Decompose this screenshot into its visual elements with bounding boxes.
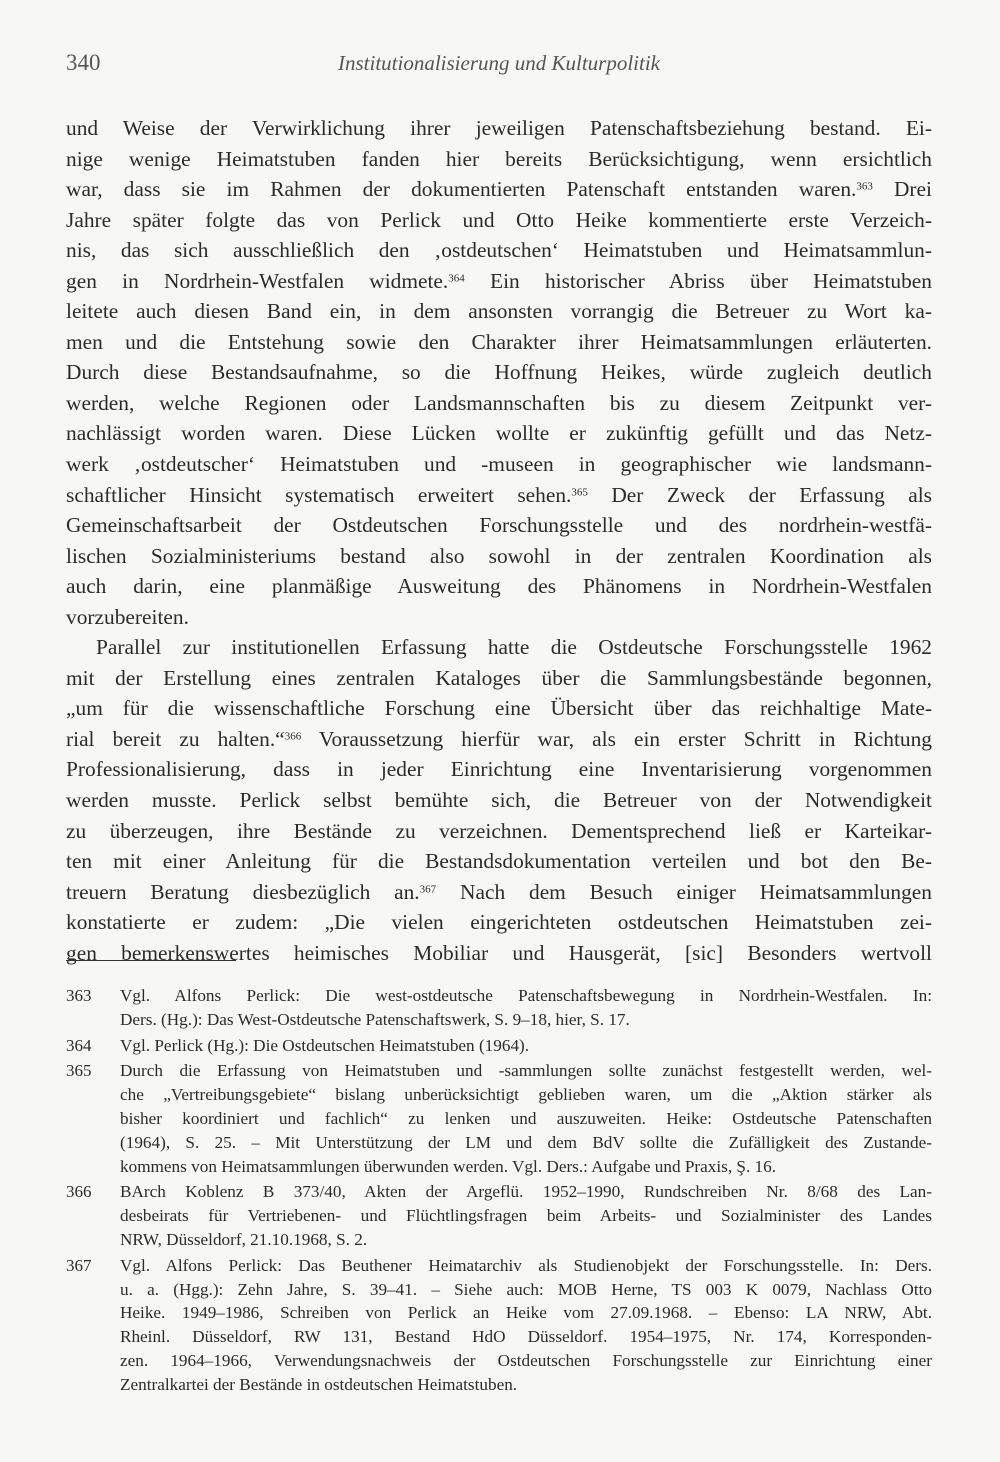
- footnote-number: 365: [66, 1061, 92, 1081]
- body-line-text: „um für die wissenschaftliche Forschung eine Übersicht über das reichhaltige Mate-: [66, 696, 932, 721]
- footnote-line: Zentralkartei der Bestände in ostdeutschen Heimatstuben.: [120, 1374, 518, 1394]
- body-line-text: nachlässigt worden waren. Diese Lücken wollte er zukünftig gefüllt und das Netz-: [66, 421, 932, 446]
- body-line: [66, 510, 932, 541]
- body-line: [66, 907, 932, 938]
- footnote-number: 366: [66, 1182, 92, 1202]
- body-line-text: lischen Sozialministeriums bestand also sowohl in der zentralen Koordination als: [66, 543, 932, 568]
- footnote: [66, 984, 932, 1032]
- page-header: [66, 50, 932, 82]
- footnote-line: Vgl. Alfons Perlick: Die west-ostdeutsche Patenschaftsbewegung in Nordrhein-Westfalen. In:: [120, 986, 932, 1005]
- body-line: [66, 388, 932, 419]
- running-title: Institutionalisierung und Kulturpolitik: [337, 51, 660, 75]
- body-line-text: nis, das sich ausschließlich den ‚ostdeutschen‘ Heimatstuben und Heimatsammlun-: [66, 238, 932, 263]
- body-line-text: werk ‚ostdeutscher‘ Heimatstuben und -museen in geographischer wie landsmann-: [66, 452, 932, 477]
- body-line: [66, 602, 932, 633]
- body-line: [66, 846, 932, 877]
- footnote-line: Ders. (Hg.): Das West-Ostdeutsche Patenschaftswerk, S. 9–18, hier, S. 17.: [120, 1009, 630, 1029]
- body-line: [66, 693, 932, 724]
- body-line-text: gen bemerkenswertes heimisches Mobiliar und Hausgerät, [sic] Besonders wertvoll: [66, 940, 932, 965]
- footnote-line: Vgl. Alfons Perlick: Das Beuthener Heimatarchiv als Studienobjekt der Forschungsstelle. In: Ders.: [120, 1255, 932, 1275]
- body-line: [66, 541, 932, 572]
- body-line: [66, 754, 932, 785]
- body-line-text: ten mit einer Anleitung für die Bestandsdokumentation verteilen und bot den Be-: [66, 849, 932, 874]
- body-line: [66, 113, 932, 144]
- body-line-text: auch darin, eine planmäßige Ausweitung des Phänomens in Nordrhein-Westfalen: [66, 574, 932, 599]
- footnote: [66, 1254, 932, 1397]
- body-line: [66, 174, 932, 205]
- footnote-line: Heike. 1949–1986, Schreiben von Perlick an Heike vom 27.09.1968. – Ebenso: LA NRW, Abt.: [120, 1303, 932, 1323]
- footnote-line: (1964), S. 25. – Mit Unterstützung der LM und dem BdV sollte die Zufälligkeit des Zustande-: [120, 1132, 932, 1152]
- footnote-line: u. a. (Hgg.): Zehn Jahre, S. 39–41. – Siehe auch: MOB Herne, TS 003 K 0079, Nachlass Otto: [120, 1279, 932, 1299]
- body-line: [66, 144, 932, 175]
- footnote-reference[interactable]: 364: [448, 272, 465, 285]
- footnote: [66, 1034, 932, 1058]
- footnote-line: Vgl. Perlick (Hg.): Die Ostdeutschen Heimatstuben (1964).: [120, 1035, 530, 1055]
- body-line-text: Durch diese Bestandsaufnahme, so die Hoffnung Heikes, würde zugleich deutlich: [66, 360, 932, 385]
- body-line-text: Drei: [872, 177, 932, 202]
- body-line-text: leitete auch diesen Band ein, in dem ansonsten vorrangig die Betreuer zu Wort ka-: [66, 299, 932, 324]
- body-line-text: Parallel zur institutionellen Erfassung hatte die Ostdeutsche Forschungsstelle 1962: [96, 635, 932, 660]
- body-line-text: vorzubereiten.: [66, 604, 189, 629]
- footnote-line: zen. 1964–1966, Verwendungsnachweis der Ostdeutschen Forschungsstelle zur Einrichtung einer: [120, 1350, 932, 1370]
- footnote-number: 364: [66, 1035, 92, 1055]
- body-line: [66, 205, 932, 236]
- body-line: [66, 418, 932, 449]
- footnote-line: Rheinl. Düsseldorf, RW 131, Bestand HdO Düsseldorf. 1954–1975, Nr. 174, Korresponden-: [120, 1327, 932, 1347]
- body-line-text: Der Zweck der Erfassung als: [587, 482, 933, 507]
- footnote-line: Durch die Erfassung von Heimatstuben und -sammlungen sollte zunächst festgestellt werden, wel-: [120, 1061, 932, 1081]
- body-line-text: Professionalisierung, dass in jeder Einrichtung eine Inventarisierung vorgenommen: [66, 757, 932, 782]
- body-line: [66, 327, 932, 358]
- body-line: [66, 724, 932, 755]
- body-line: [66, 235, 932, 266]
- footnote: [66, 1059, 932, 1178]
- body-line: [66, 877, 932, 908]
- footnote-number: 363: [66, 986, 92, 1005]
- body-line: [66, 785, 932, 816]
- footnote-line: NRW, Düsseldorf, 21.10.1968, S. 2.: [120, 1229, 368, 1249]
- body-line-text: Nach dem Besuch einiger Heimatsammlungen: [436, 879, 932, 904]
- body-line-text: konstatierte er zudem: „Die vielen eingerichteten ostdeutschen Heimatstuben zei-: [66, 910, 932, 935]
- footnotes: [66, 984, 932, 1399]
- body-line-text: men und die Entstehung sowie den Charakter ihrer Heimatsammlungen erläuterten.: [66, 329, 932, 354]
- body-line: [66, 266, 932, 297]
- footnote-line: desbeirats für Vertriebenen- und Flüchtlingsfragen beim Arbeits- und Sozialminister des Landes: [120, 1206, 932, 1226]
- body-line-text: treuern Beratung diesbezüglich an.: [66, 879, 420, 904]
- page-number: 340: [66, 50, 101, 75]
- body-line-text: werden, welche Regionen oder Landsmannschaften bis zu diesem Zeitpunkt ver-: [66, 390, 932, 415]
- body-line: [66, 663, 932, 694]
- body-text: [66, 113, 932, 968]
- footnote-number: 367: [66, 1255, 92, 1275]
- body-line-text: zu überzeugen, ihre Bestände zu verzeichnen. Dementsprechend ließ er Karteikar-: [66, 818, 932, 843]
- body-line: [66, 357, 932, 388]
- body-line-text: werden musste. Perlick selbst bemühte sich, die Betreuer von der Notwendigkeit: [66, 788, 932, 813]
- footnote-reference[interactable]: 365: [571, 485, 588, 498]
- body-line: [66, 632, 932, 663]
- footnote-separator: [66, 960, 236, 961]
- body-line-text: gen in Nordrhein-Westfalen widmete.: [66, 268, 449, 293]
- body-line: [66, 480, 932, 511]
- footnote: [66, 1180, 932, 1251]
- footnote-reference[interactable]: 366: [284, 730, 302, 743]
- body-line: [66, 571, 932, 602]
- body-line-text: Voraussetzung hierfür war, als ein erster Schritt in Richtung: [301, 726, 932, 751]
- body-line: [66, 816, 932, 847]
- body-line-text: war, dass sie im Rahmen der dokumentierten Patenschaft entstanden waren.: [66, 177, 857, 202]
- body-line: [66, 296, 932, 327]
- footnote-line: bisher koordiniert und fachlich“ zu lenken und auszuweiten. Heike: Ostdeutsche Patenschaften: [120, 1108, 932, 1128]
- body-line-text: Jahre später folgte das von Perlick und Otto Heike kommentierte erste Verzeich-: [66, 207, 932, 232]
- body-line-text: Gemeinschaftsarbeit der Ostdeutschen Forschungsstelle und des nordrhein-westfä-: [66, 513, 932, 538]
- footnote-line: kommens von Heimatsammlungen überwunden werden. Vgl. Ders.: Aufgabe und Praxis, Ş. 16.: [120, 1156, 777, 1176]
- body-line-text: nige wenige Heimatstuben fanden hier bereits Berücksichtigung, wenn ersichtlich: [66, 146, 932, 171]
- body-line-text: mit der Erstellung eines zentralen Kataloges über die Sammlungsbestände begonnen,: [66, 665, 932, 690]
- body-line-text: rial bereit zu halten.“: [66, 726, 285, 751]
- body-line: [66, 938, 932, 969]
- footnote-line: BArch Koblenz B 373/40, Akten der Argeflü. 1952–1990, Rundschreiben Nr. 8/68 des Lan-: [120, 1182, 932, 1202]
- footnote-line: che „Vertreibungsgebiete“ bislang unberücksichtigt geblieben waren, um die „Aktion stärker als: [120, 1085, 932, 1105]
- footnote-reference[interactable]: 363: [856, 180, 873, 193]
- footnote-reference[interactable]: 367: [419, 883, 437, 896]
- body-line-text: schaftlicher Hinsicht systematisch erweitert sehen.: [66, 482, 572, 507]
- body-line-text: und Weise der Verwirklichung ihrer jeweiligen Patenschaftsbeziehung bestand. Ei-: [66, 116, 932, 140]
- body-line-text: Ein historischer Abriss über Heimatstuben: [464, 268, 932, 293]
- body-line: [66, 449, 932, 480]
